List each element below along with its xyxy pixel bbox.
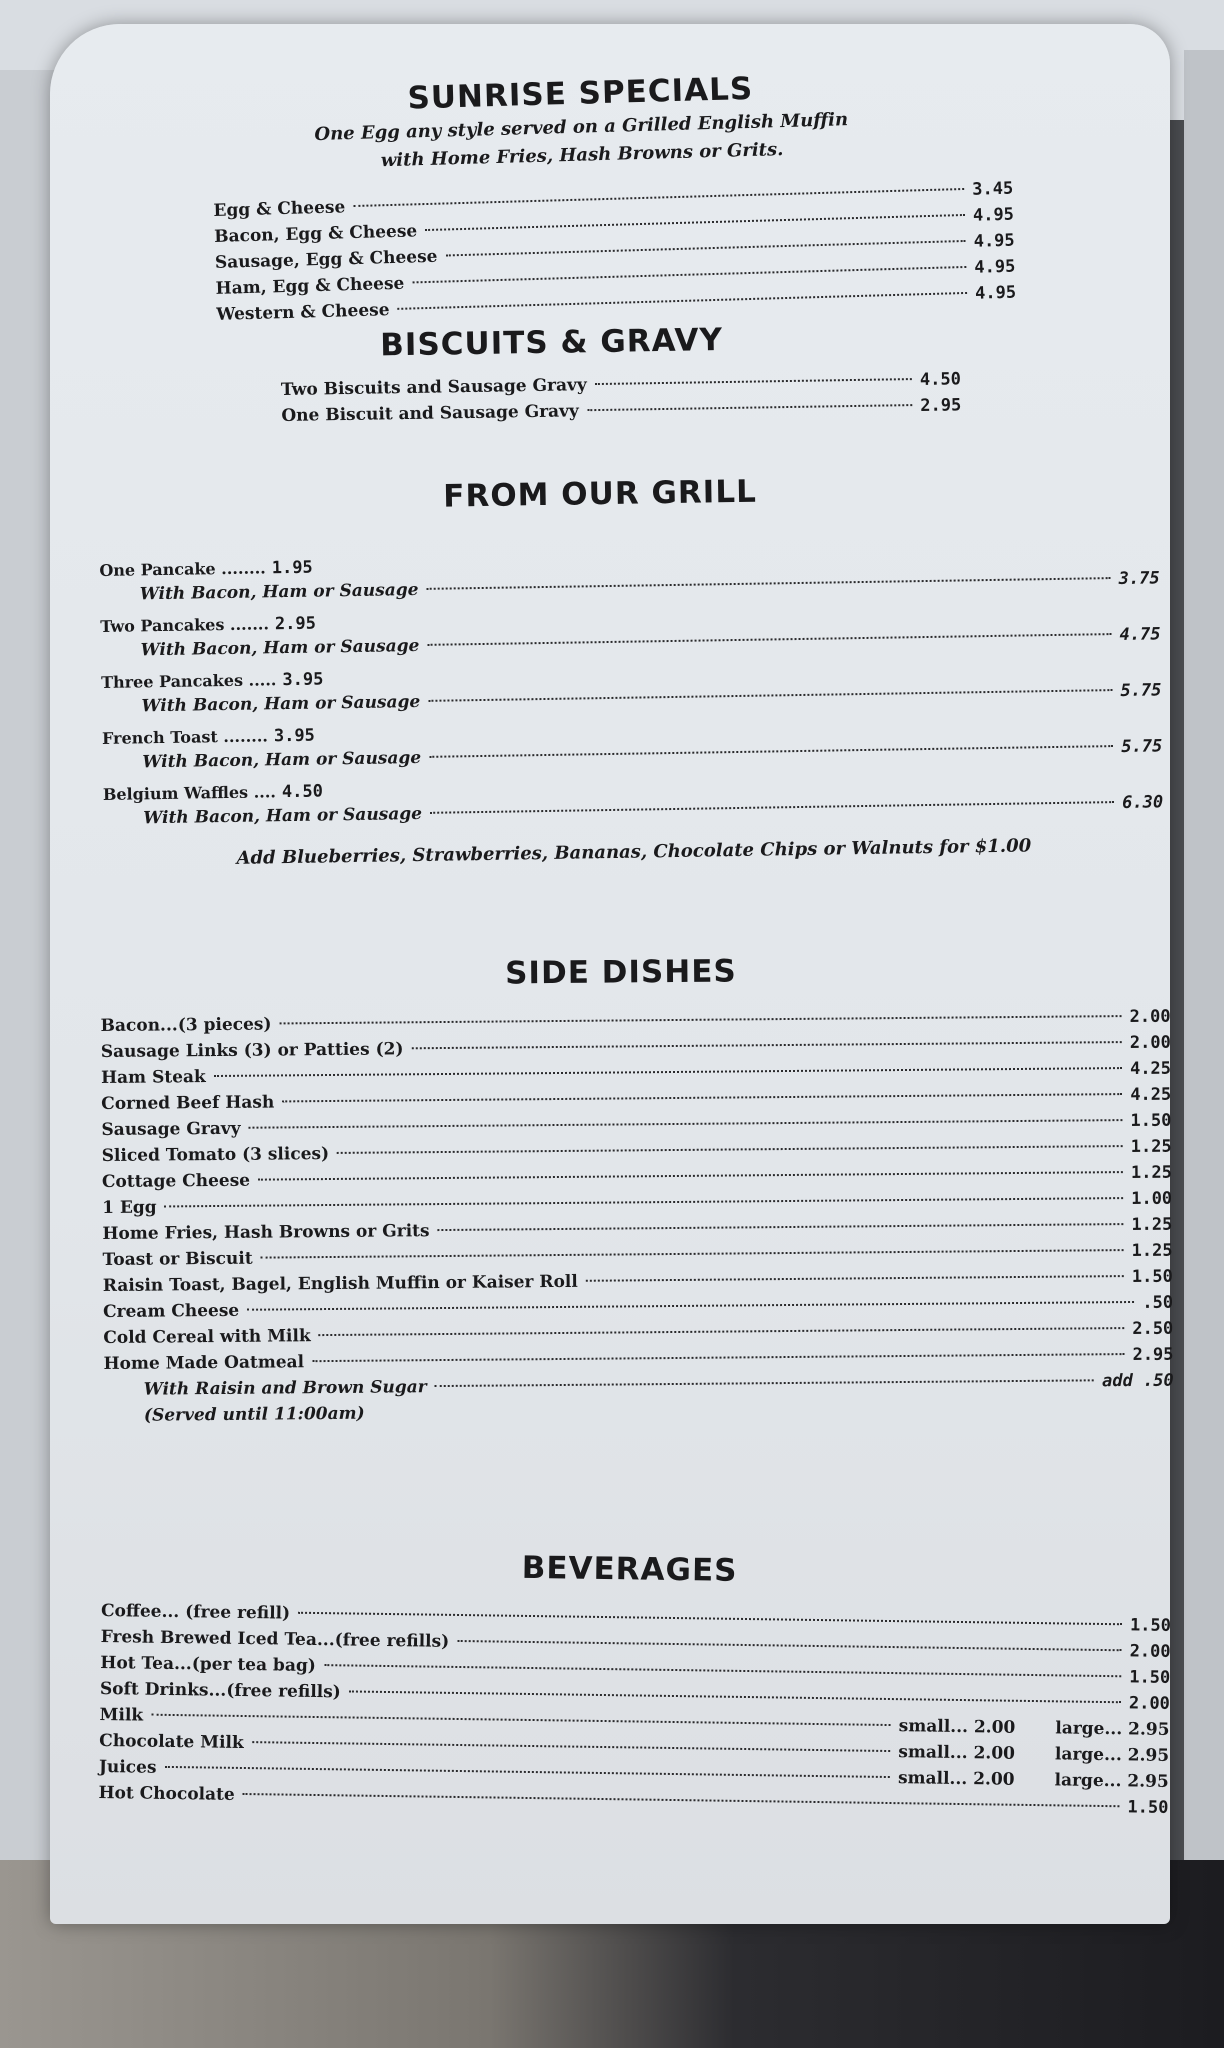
- menu-item: Milk small... 2.00 large... 2.95: [99, 1704, 1170, 1740]
- menu-item: Sausage, Egg & Cheese 4.95: [214, 230, 1015, 273]
- biscuits-gravy-section: [280, 318, 961, 429]
- menu-item: Raisin Toast, Bagel, English Muffin or Kaiser Roll 1.50: [102, 1266, 1173, 1296]
- sunrise-specials-subtitle-2: with Home Fries, Hash Browns or Grits.: [380, 139, 784, 172]
- served-until-note: (Served until 11:00am): [143, 1403, 365, 1426]
- menu-item: Coffee... (free refill) 1.50: [100, 1600, 1172, 1636]
- grill-item-two-pancakes: Two Pancakes ....... 2.95 With Bacon, Ham or Sausage 4.75: [100, 613, 1161, 661]
- menu-item: Home Fries, Hash Browns or Grits 1.25: [102, 1214, 1173, 1244]
- menu-item: 1 Egg 1.00: [102, 1188, 1173, 1218]
- menu-item: Chocolate Milk small... 2.00 large... 2.95: [99, 1730, 1170, 1766]
- menu-item: Bacon, Egg & Cheese 4.95: [213, 204, 1015, 247]
- menu-item: Cream Cheese .50: [102, 1292, 1174, 1322]
- menu-item: Fresh Brewed Iced Tea...(free refills) 2.00: [100, 1626, 1171, 1662]
- menu-item: Two Biscuits and Sausage Gravy 4.50: [280, 369, 962, 400]
- menu-item: Toast or Biscuit 1.25: [102, 1240, 1173, 1270]
- grill-section: [98, 467, 1164, 871]
- menu-item: Ham Steak 4.25: [100, 1058, 1172, 1088]
- menu-item: Bacon...(3 pieces) 2.00: [100, 1006, 1171, 1036]
- menu-page: [50, 24, 1174, 1924]
- menu-item: Cold Cereal with Milk 2.50: [103, 1318, 1174, 1348]
- menu-item: Soft Drinks...(free refills) 2.00: [99, 1678, 1171, 1714]
- sunrise-specials-title: SUNRISE SPECIALS: [407, 70, 754, 117]
- menu-item: Sausage Gravy 1.50: [101, 1110, 1172, 1140]
- menu-item: Home Made Oatmeal 2.95: [103, 1344, 1174, 1374]
- grill-item-french-toast: French Toast ........ 3.95 With Bacon, Ham or Sausage 5.75: [101, 725, 1163, 773]
- side-dishes-title: SIDE DISHES: [504, 953, 737, 992]
- menu-item: Juices small... 2.00 large... 2.95: [98, 1756, 1169, 1792]
- biscuits-gravy-title: BISCUITS & GRAVY: [379, 322, 724, 364]
- grill-item-one-pancake: One Pancake ........ 1.95 With Bacon, Ham or Sausage 3.75: [99, 557, 1160, 605]
- grill-item-belgium-waffles: Belgium Waffles .... 4.50 With Bacon, Ham or Sausage 6.30: [102, 781, 1164, 829]
- beverages-title: BEVERAGES: [521, 1549, 738, 1589]
- menu-item: Corned Beef Hash 4.25: [101, 1084, 1172, 1114]
- grill-title: FROM OUR GRILL: [442, 473, 758, 515]
- sunrise-specials-section: [210, 62, 1086, 328]
- side-dishes-section: [100, 950, 1174, 1429]
- menu-item: Cottage Cheese 1.25: [101, 1162, 1172, 1192]
- menu-item: Sliced Tomato (3 slices) 1.25: [101, 1136, 1172, 1166]
- menu-item: Sausage Links (3) or Patties (2) 2.00: [100, 1032, 1171, 1062]
- beverages-section: [98, 1544, 1172, 1821]
- menu-item: Egg & Cheese 3.45: [213, 178, 1014, 221]
- sunrise-specials-subtitle-1: One Egg any style served on a Grilled English Muffin: [314, 109, 849, 146]
- menu-item: Hot Tea...(per tea bag) 1.50: [100, 1652, 1171, 1688]
- menu-item: With Raisin and Brown Sugar add .50: [143, 1370, 1174, 1400]
- menu-item: Hot Chocolate 1.50: [98, 1782, 1169, 1818]
- menu-item: One Biscuit and Sausage Gravy 2.95: [281, 395, 962, 426]
- menu-item: Western & Cheese 4.95: [216, 282, 1017, 325]
- right-page-edge: [1184, 50, 1224, 1950]
- grill-add-ons-note: Add Blueberries, Strawberries, Bananas, Chocolate Chips or Walnuts for $1.00: [236, 835, 1032, 869]
- grill-item-three-pancakes: Three Pancakes ..... 3.95 With Bacon, Ham or Sausage 5.75: [100, 669, 1162, 717]
- menu-item: Ham, Egg & Cheese 4.95: [215, 256, 1016, 299]
